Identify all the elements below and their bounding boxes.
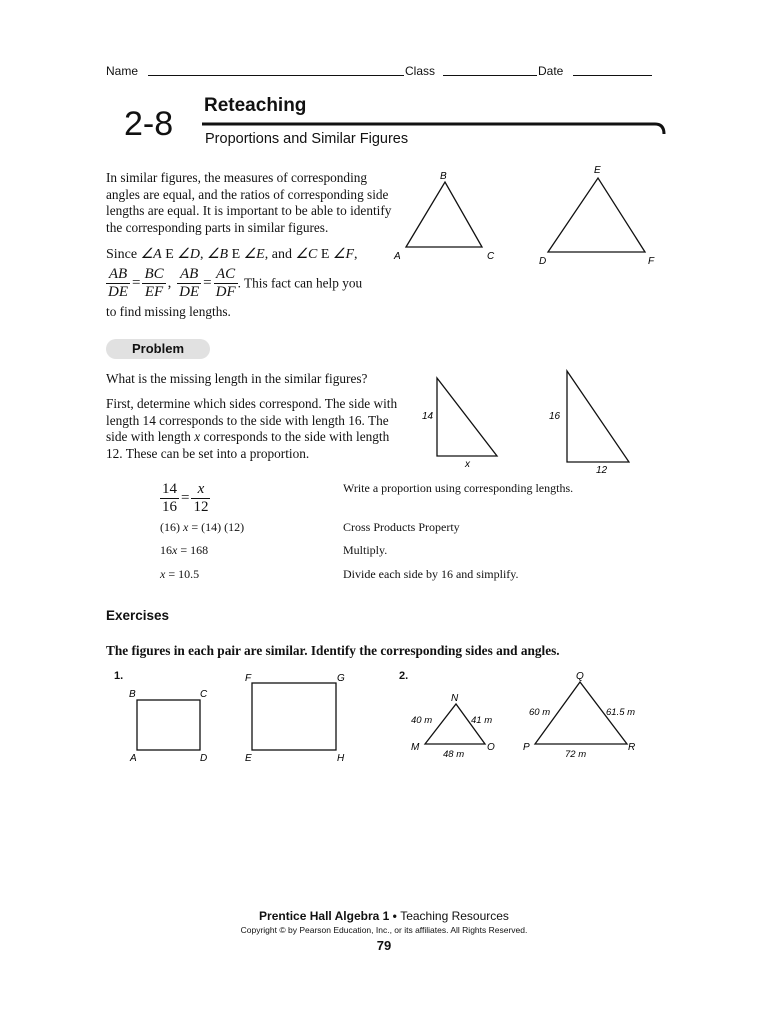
fraction: $\frac{AB}{DE}$ <box>108 266 128 300</box>
footer-bullet: • <box>389 909 401 923</box>
side-label: 40 m <box>411 715 433 726</box>
class-field[interactable] <box>443 75 537 76</box>
side-label: 61.5 m <box>606 707 636 718</box>
lesson-number: 2-8 <box>124 105 174 143</box>
exercise-number: 1. <box>114 670 124 682</box>
vertex-label: N <box>451 693 459 704</box>
exercise-number: 2. <box>399 670 409 682</box>
angle-e: ∠E <box>243 247 265 262</box>
vertex-label: O <box>487 742 495 753</box>
vertex-label: Q <box>576 671 584 682</box>
vertex-label: C <box>487 251 495 262</box>
intro-paragraph: In similar figures, the measures of corresponding angles are equal, and the ratios of corresponding side lengths are equal. It is important to be able to identify the corresponding parts in similar figures. <box>106 170 392 235</box>
step-math: 16x = 168 <box>160 543 209 557</box>
vertex-label: D <box>200 753 208 764</box>
fact-text: . This fact can help you <box>237 275 363 291</box>
since-statement: Since ∠A E ∠D, ∠B E ∠E, and ∠C E ∠F, <box>106 247 358 262</box>
side-label: 16 <box>549 411 561 422</box>
cong-symbol: E <box>320 247 330 262</box>
problem-question: What is the missing length in the similar figures? <box>106 371 368 386</box>
triangle-abc <box>406 182 482 247</box>
vertex-label: C <box>200 689 208 700</box>
proportion-equation: $\frac{14}{16}$ = $\frac{x}{12}$ <box>162 481 209 515</box>
lesson-title: Reteaching <box>204 95 307 116</box>
lesson-subtitle: Proportions and Similar Figures <box>205 131 409 147</box>
footer-book-line <box>0 909 768 923</box>
fraction: $\frac{BC}{EF}$ <box>144 266 164 300</box>
date-field[interactable] <box>573 75 652 76</box>
top-triangles <box>390 160 670 270</box>
triangle-def <box>548 178 645 252</box>
vertex-label: E <box>594 165 601 176</box>
vertex-label: H <box>337 753 345 764</box>
since-prefix: Since <box>106 247 141 262</box>
angle-f: ∠F <box>332 247 355 262</box>
exercise-2-figures <box>405 668 645 768</box>
step-math: x = 10.5 <box>160 567 200 581</box>
ratio-statement: $\frac{AB}{DE}$ = $\frac{BC}{EF}$ , $\frac{AB}{DE}$ = $\frac{AC}{DF}$ . This fact can help you <box>108 266 363 300</box>
vertex-label: F <box>648 256 655 267</box>
cong-symbol: E <box>231 247 241 262</box>
side-label: 41 m <box>471 715 493 726</box>
triangle-large <box>567 371 629 462</box>
vertex-label: A <box>394 251 401 262</box>
vertex-label: F <box>245 673 252 684</box>
exercises-heading: Exercises <box>106 608 170 623</box>
step-math: (16) x = (14) (12) <box>160 520 245 534</box>
footer-copyright: Copyright © by Pearson Education, Inc., or its affiliates. All Rights Reserved. <box>240 925 528 935</box>
page-number: 79 <box>376 938 392 953</box>
angle-b: ∠B <box>206 247 229 262</box>
step-note: Divide each side by 16 and simplify. <box>343 567 519 581</box>
vertex-label: D <box>539 256 547 267</box>
side-label: 60 m <box>529 707 551 718</box>
vertex-label: M <box>411 742 420 753</box>
vertex-label: A <box>130 753 137 764</box>
problem-badge: Problem <box>106 339 210 359</box>
triangle-small <box>437 378 497 456</box>
vertex-label: P <box>523 742 530 753</box>
side-label: x <box>465 459 470 470</box>
angle-a: ∠A <box>140 247 162 262</box>
exercise-1-figures <box>125 670 355 770</box>
step-note: Multiply. <box>343 543 388 557</box>
proportion-note: Write a proportion using corresponding lengths. <box>343 481 574 495</box>
side-label: 72 m <box>565 749 587 760</box>
angle-d: ∠D <box>177 247 200 262</box>
fact-text-cont: to find missing lengths. <box>106 304 231 319</box>
cong-symbol: E <box>165 247 174 262</box>
date-label: Date <box>538 64 564 78</box>
exercises-instruction: The figures in each pair are similar. Identify the corresponding sides and angles. <box>106 643 560 658</box>
footer-resources: Teaching Resources <box>400 909 509 923</box>
fraction: $\frac{AC}{DF}$ <box>215 266 236 300</box>
step-note: Cross Products Property <box>343 520 460 534</box>
problem-triangles <box>415 368 630 478</box>
vertex-label: G <box>337 673 345 684</box>
name-label: Name <box>106 64 139 78</box>
vertex-label: R <box>628 742 636 753</box>
name-field[interactable] <box>148 75 404 76</box>
and-text: , and <box>264 247 296 262</box>
side-label: 48 m <box>443 749 465 760</box>
side-label: 14 <box>422 411 434 422</box>
class-label: Class <box>405 64 436 78</box>
vertex-label: B <box>129 689 136 700</box>
rectangle-abcd <box>137 700 200 750</box>
angle-c: ∠C <box>295 247 318 262</box>
vertex-label: B <box>440 171 447 182</box>
problem-explanation: First, determine which sides correspond. The side with length 14 corresponds to the side with length 16. The side with length x corresponds to the side with length 12. These can be set into a proportion. <box>106 396 398 461</box>
vertex-label: E <box>245 753 252 764</box>
fraction: $\frac{AB}{DE}$ <box>179 266 200 300</box>
rectangle-efgh <box>252 683 336 750</box>
side-label: 12 <box>596 465 608 476</box>
footer-book: Prentice Hall Algebra 1 <box>259 909 390 923</box>
